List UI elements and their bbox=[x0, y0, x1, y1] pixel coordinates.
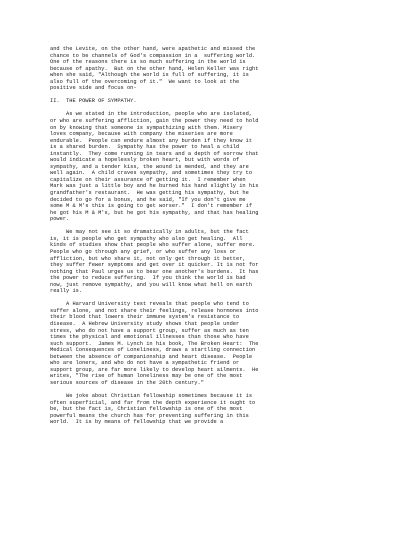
paragraph bbox=[50, 301, 380, 386]
text-line: endurable. People can endure almost any burden if they know it bbox=[50, 137, 253, 144]
text-line: instantly. They come running in tears and a depth of sorrow that bbox=[50, 150, 259, 157]
text-line: loves company, because with company the miseries are more bbox=[50, 131, 233, 138]
text-line: One of the reasons there is so much suffering in the world is bbox=[50, 59, 246, 66]
text-line: who are loners, and who do not have a sympathetic friend or bbox=[50, 360, 240, 367]
text-line: writes, "The rise of human loneliness may be one of the most bbox=[50, 373, 243, 380]
text-line: We may not see it so dramatically in adults, but the fact bbox=[50, 229, 249, 236]
paragraph bbox=[50, 111, 380, 222]
text-line: on by knowing that someone is sympathizing with them. Misery bbox=[50, 124, 243, 131]
text-line: world. It is by means of fellowship that we provide a bbox=[50, 419, 224, 426]
text-line: their blood that lowers their immune system's resistance to bbox=[50, 314, 240, 321]
text-line: kinds of studies show that people who suffer alone, suffer more. bbox=[50, 242, 256, 249]
text-line: or who are suffering affliction, gain the power they need to hold bbox=[50, 118, 259, 125]
text-line: II. THE POWER OF SYMPATHY. bbox=[50, 98, 137, 105]
text-line: because of apathy. But on the other hand, Helen Keller was right bbox=[50, 65, 259, 72]
text-line: some M & M's this is going to get worser." I don't remember if bbox=[50, 203, 253, 210]
text-line: serious sources of disease in the 20th century." bbox=[50, 379, 204, 386]
text-line: powerful means the church has for preventing suffering in this bbox=[50, 412, 249, 419]
text-line: stress, who do not have a support group, suffer as much as ten bbox=[50, 327, 249, 334]
text-line: positive side and focus on- bbox=[50, 85, 137, 92]
text-line: suffer alone, and not share their feelings, release hormones into bbox=[50, 307, 259, 314]
paragraph bbox=[50, 393, 380, 426]
text-line: capitalize on their assurance of getting it. I remember when bbox=[50, 176, 246, 183]
text-line: affliction, but who share it, not only get through it better, bbox=[50, 255, 246, 262]
paragraph bbox=[50, 46, 380, 92]
text-line: support group, are far more likely to develop heart ailments. He bbox=[50, 366, 259, 373]
paragraph bbox=[50, 229, 380, 294]
text-line: power. bbox=[50, 216, 70, 223]
text-line: between the absence of companionship and heart disease. People bbox=[50, 353, 253, 360]
text-line: is, it is people who get sympathy who also get healing. All bbox=[50, 235, 243, 242]
text-line: decided to go for a bonus, and he said, "If you don't give me bbox=[50, 196, 246, 203]
text-line: People who go through any grief, or who suffer any loss or bbox=[50, 248, 236, 255]
text-line: sympathy, and a tender kiss, the wound is mended, and they are bbox=[50, 163, 249, 170]
text-line: also full of the overcoming of it." We want to look at the bbox=[50, 78, 240, 85]
text-line: is a shared burden. Sympathy has the power to heal a child bbox=[50, 144, 240, 151]
text-line: they suffer fewer symptoms and get over it quicker. It is not for bbox=[50, 262, 259, 269]
text-line: be, but the fact is, Christian fellowship is one of the most bbox=[50, 406, 243, 413]
text-line: really is. bbox=[50, 288, 83, 295]
text-line: chance to be channels of God's compassion in a suffering world. bbox=[50, 52, 256, 59]
text-line: times the physical and emotional illnesses than those who have bbox=[50, 334, 249, 341]
text-line: Medical Consequences of Loneliness, draws a startling connection bbox=[50, 347, 256, 354]
text-line: he got his M & M's, but he got his sympathy, and that has healing bbox=[50, 209, 259, 216]
document-text bbox=[50, 46, 380, 426]
text-line: such support. James M. Lynch in his book, The Broken Heart: The bbox=[50, 340, 259, 347]
text-line: well again. A child craves sympathy, and sometimes they try to bbox=[50, 170, 253, 177]
text-line: now, just remove sympathy, and you will know what hell on earth bbox=[50, 281, 253, 288]
text-line: would indicate a hopelessly broken heart, but with words of bbox=[50, 157, 240, 164]
text-line: grandfather's restaurant. He was getting his sympathy, but he bbox=[50, 190, 249, 197]
text-line: when she said, "Although the world is full of suffering, it is bbox=[50, 72, 249, 79]
text-line: As we stated in the introduction, people who are isolated, bbox=[50, 111, 253, 118]
text-line: disease. A Hebrew University study shows that people under bbox=[50, 320, 240, 327]
text-line: the power to reduce suffering. If you think the world is bad bbox=[50, 275, 246, 282]
text-line: nothing that Paul urges us to bear one another's burdens. It has bbox=[50, 268, 259, 275]
text-line: often superficial, and far from the depth experience it ought to bbox=[50, 399, 256, 406]
text-line: A Harvard University test reveals that people who tend to bbox=[50, 301, 249, 308]
text-line: We joke about Christian fellowship sometimes because it is bbox=[50, 392, 253, 399]
text-line: and the Levite, on the other hand, were apathetic and missed the bbox=[50, 46, 256, 52]
text-line: Mark was just a little boy and he burned his hand slightly in his bbox=[50, 183, 259, 190]
